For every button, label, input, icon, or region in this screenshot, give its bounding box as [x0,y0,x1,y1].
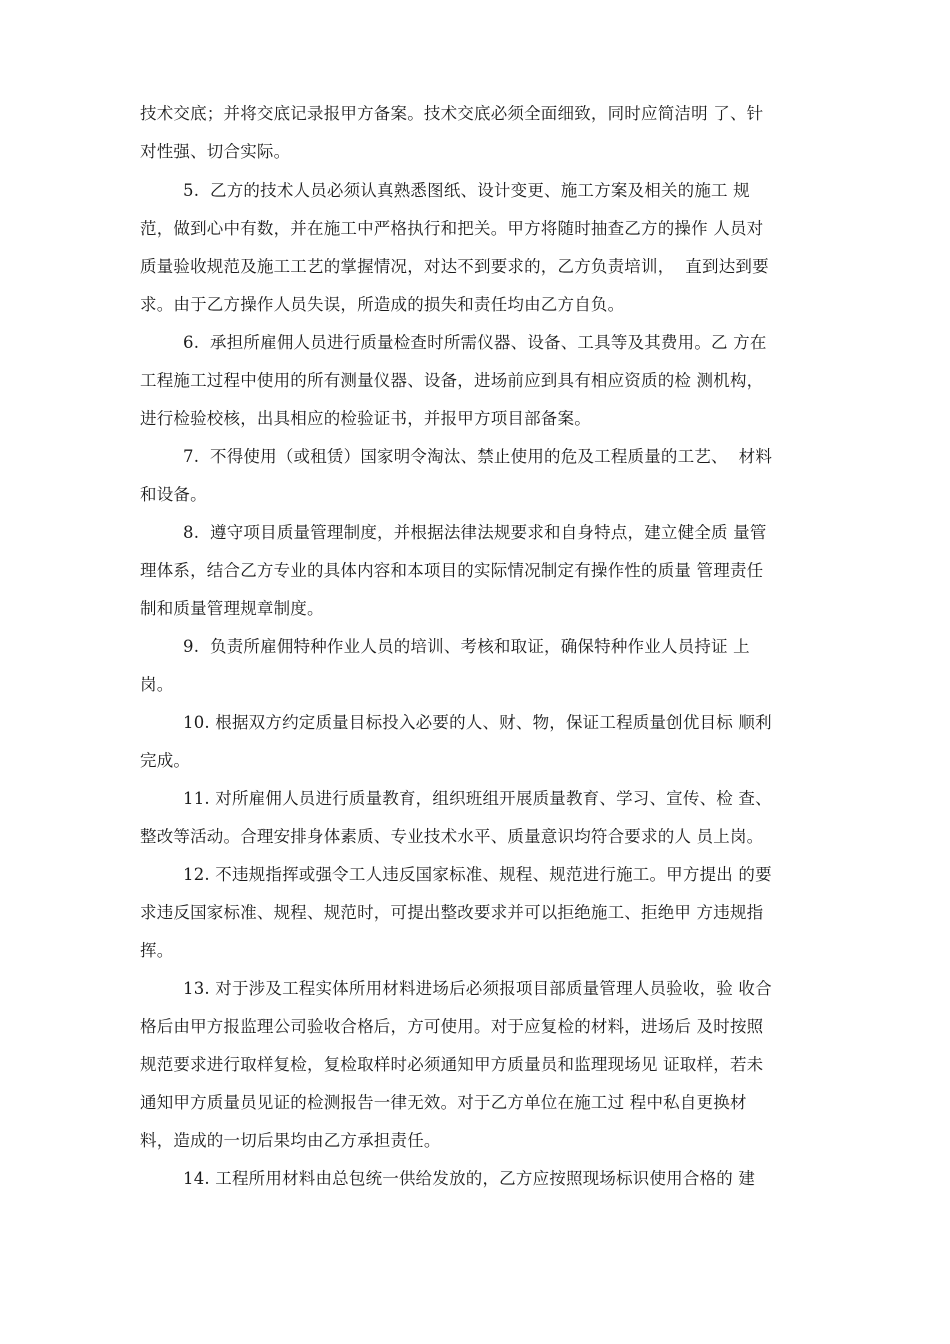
text-line: 求违反国家标准、规程、规范时，可提出整改要求并可以拒绝施工、拒绝甲 方违规指 [140,903,764,922]
text-line: 通知甲方质量员见证的检测报告一律无效。对于乙方单位在施工过 程中私自更换材 [140,1093,747,1112]
text-line: 7. 不得使用（或租赁）国家明令淘汰、禁止使用的危及工程质量的工艺、 材料 [183,447,773,466]
text-line: 13. 对于涉及工程实体所用材料进场后必须报项目部质量管理人员验收，验 收合 [183,979,772,998]
text-line: 完成。 [140,751,191,770]
text-line: 6. 承担所雇佣人员进行质量检查时所需仪器、设备、工具等及其费用。乙 方在 [183,333,767,352]
text-line: 10. 根据双方约定质量目标投入必要的人、财、物，保证工程质量创优目标 顺利 [183,713,772,732]
text-line: 11. 对所雇佣人员进行质量教育，组织班组开展质量教育、学习、宣传、检 查、 [183,789,772,808]
text-line: 制和质量管理规章制度。 [140,599,324,618]
text-line: 岗。 [140,675,174,694]
text-line: 14. 工程所用材料由总包统一供给发放的，乙方应按照现场标识使用合格的 建 [183,1169,756,1188]
text-line: 技术交底；并将交底记录报甲方备案。技术交底必须全面细致，同时应简洁明 了、针 [140,104,764,123]
text-line: 进行检验校核，出具相应的检验证书，并报甲方项目部备案。 [140,409,591,428]
text-line: 12. 不违规指挥或强令工人违反国家标准、规程、规范进行施工。甲方提出 的要 [183,865,772,884]
text-line: 5. 乙方的技术人员必须认真熟悉图纸、设计变更、施工方案及相关的施工 规 [183,181,750,200]
text-line: 挥。 [140,941,174,960]
text-line: 对性强、切合实际。 [140,142,291,161]
text-line: 规范要求进行取样复检，复检取样时必须通知甲方质量员和监理现场见 证取样，若未 [140,1055,764,1074]
text-line: 8. 遵守项目质量管理制度，并根据法律法规要求和自身特点，建立健全质 量管 [183,523,767,542]
text-line: 理体系，结合乙方专业的具体内容和本项目的实际情况制定有操作性的质量 管理责任 [140,561,764,580]
text-line: 9. 负责所雇佣特种作业人员的培训、考核和取证，确保特种作业人员持证 上 [183,637,750,656]
text-line: 整改等活动。合理安排身体素质、专业技术水平、质量意识均符合要求的人 员上岗。 [140,827,764,846]
text-line: 范，做到心中有数，并在施工中严格执行和把关。甲方将随时抽查乙方的操作 人员对 [140,219,764,238]
text-line: 格后由甲方报监理公司验收合格后，方可使用。对于应复检的材料，进场后 及时按照 [140,1017,764,1036]
text-line: 工程施工过程中使用的所有测量仪器、设备，进场前应到具有相应资质的检 测机构， [140,371,764,390]
text-line: 和设备。 [140,485,207,504]
text-line: 料，造成的一切后果均由乙方承担责任。 [140,1131,441,1150]
text-line: 质量验收规范及施工工艺的掌握情况，对达不到要求的，乙方负责培训， 直到达到要 [140,257,769,276]
text-line: 求。由于乙方操作人员失误，所造成的损失和责任均由乙方自负。 [140,295,625,314]
